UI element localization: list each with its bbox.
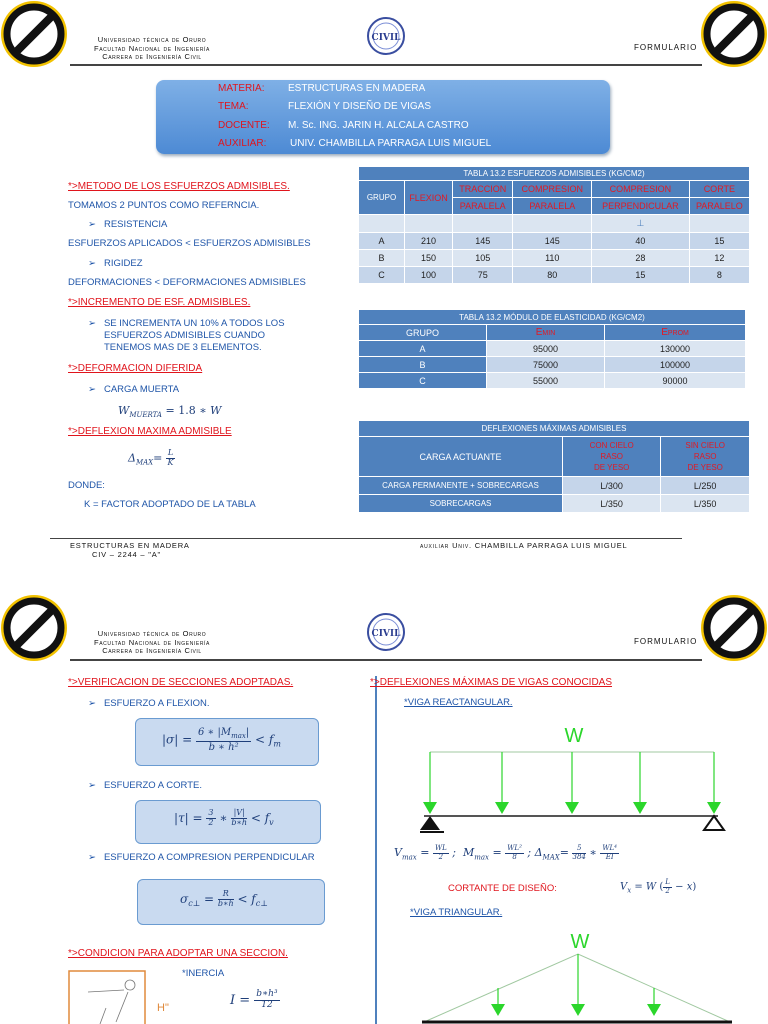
inercia-label: *INERCIA (182, 968, 225, 979)
incremento-line3: TENEMOS MAS DE 3 ELEMENTOS. (104, 342, 262, 353)
rect-beam-formulas: $V_{max}$ = $\frac{WL}{2}$ ; $M_{max}$ = $\frac{\text{WL²}}{8}$ ; $\Delta_{MAX}=$ $\frac{5}{384}$ ∗ $\frac{\text{WL⁴}}{EI}$ (394, 844, 617, 862)
carga-muerta-bullet: ➢ CARGA MUERTA (88, 384, 179, 395)
table2-cell: 95000 (487, 341, 605, 357)
table1-cell: 28 (592, 250, 690, 267)
con-cielo-3: DE YESO (593, 463, 630, 472)
sin-cielo-2: RASO (693, 452, 717, 461)
table-row (359, 357, 746, 373)
table3-carga-header: CARGA ACTUANTE (359, 437, 563, 477)
table3-cell: L/350 (563, 495, 661, 513)
deflexiones-heading: *>DEFLEXIONES MÁXIMAS DE VIGAS CONOCIDAS (370, 677, 613, 688)
table-row (359, 341, 746, 357)
no-sign-seal-right-2 (700, 594, 768, 662)
cross-section-sketch (68, 970, 150, 1024)
sin-cielo-1: SIN CIELO (685, 441, 725, 450)
verificacion-heading: *>VERIFICACION DE SECCIONES ADOPTADAS. (68, 677, 294, 688)
viga-tri-label: *VIGA TRIANGULAR. (410, 907, 503, 918)
deflexion-heading: *>DEFLEXION MAXIMA ADMISIBLE (68, 426, 232, 437)
table-row (359, 477, 750, 495)
table1-grupo-header: GRUPO (359, 181, 405, 215)
con-cielo-2: RASO (600, 452, 623, 461)
table2-eprom-header: Eprom (605, 325, 746, 341)
no-sign-seal-right (700, 0, 768, 68)
inercia-formula: I = $\frac{\text{b∗h³}}{12}$ (230, 989, 278, 1010)
header-divider-2 (70, 659, 702, 661)
table1-paralela2-header: PARALELA (513, 198, 592, 215)
flexion-formula-box (135, 718, 319, 766)
table1-corte-header: CORTE (689, 181, 749, 198)
faculty-name: Facultad Nacional de Ingeniería (94, 43, 210, 53)
table1-cell: 15 (592, 267, 690, 284)
table1-empty (453, 215, 513, 233)
carga-muerta-formula: $W_{MUERTA} = 1.8$ ∗ W (118, 404, 222, 420)
university-header (72, 36, 232, 62)
table1-paralela-header: PARALELA (453, 198, 513, 215)
no-sign-seal-left (0, 0, 68, 68)
aplicados-text: ESFUERZOS APLICADOS < ESFUERZOS ADMISIBLES (68, 238, 311, 249)
logo-text: CIVIL (371, 33, 401, 43)
rigidez-bullet: ➢ RIGIDEZ (88, 258, 143, 269)
table2-cell: 90000 (605, 373, 746, 389)
table-row (359, 267, 750, 284)
w-load-label: W (564, 725, 584, 747)
table1-cell: 100 (405, 267, 453, 284)
table3-sin-cielo-header (661, 437, 750, 477)
table1-perp-symbol: ⊥ (592, 215, 690, 233)
header-divider (70, 64, 702, 66)
table1-empty (513, 215, 592, 233)
load-arrows (423, 752, 721, 814)
table1-empty (689, 215, 749, 233)
table1-cell: C (359, 267, 405, 284)
table1-flexion-header: FLEXION (405, 181, 453, 215)
incremento-line2: ESFUERZOS ADMISIBLES CUANDO (104, 330, 266, 341)
career-name: Carrera de Ingeniería Civil (102, 52, 202, 61)
table2-cell: 130000 (605, 341, 746, 357)
auxiliar-value: UNIV. CHAMBILLA PARRAGA LUIS MIGUEL (290, 138, 492, 149)
faculty-name: Facultad Nacional de Ingeniería (94, 637, 210, 647)
table1-cell: 15 (689, 233, 749, 250)
condicion-heading: *>CONDICION PARA ADOPTAR UNA SECCION. (68, 948, 288, 959)
no-sign-seal-left-2 (0, 594, 68, 662)
table1-compresion-perp-header: COMPRESION (592, 181, 690, 198)
table2-cell: 100000 (605, 357, 746, 373)
table1-cell: 150 (405, 250, 453, 267)
table3-cell: CARGA PERMANENTE + SOBRECARGAS (359, 477, 563, 495)
sin-cielo-3: DE YESO (687, 463, 723, 472)
esfuerzos-admisibles-table (358, 166, 750, 284)
table1-cell: 40 (592, 233, 690, 250)
table1-traccion-header: TRACCION (453, 181, 513, 198)
docente-key: DOCENTE: (218, 120, 270, 131)
table2-cell: B (359, 357, 487, 373)
cortante-formula: $V_x = W$ ( $\frac{L}{2}$ − x) (620, 878, 697, 895)
logo-text: CIVIL (371, 629, 401, 639)
deflexiones-maximas-table (358, 420, 750, 513)
table1-paralelo-header: PARALELO (689, 198, 749, 215)
university-header-2 (72, 630, 232, 656)
cortante-label: CORTANTE DE DISEÑO: (448, 883, 557, 894)
tema-value: FLEXIÓN Y DISEÑO DE VIGAS (288, 101, 432, 112)
w-load-label-2: W (570, 931, 590, 953)
table2-cell: 75000 (487, 357, 605, 373)
incremento-bullet: ➢ SE INCREMENTA UN 10% A TODOS LOS (88, 318, 285, 329)
table1-compresion-header: COMPRESION (513, 181, 592, 198)
pin-support-icon (420, 816, 440, 830)
table1-cell: 80 (513, 267, 592, 284)
table2-cell: 55000 (487, 373, 605, 389)
materia-key: MATERIA: (218, 83, 265, 94)
table1-cell: B (359, 250, 405, 267)
corte-formula: |τ| = $\frac{3}{2}$ ∗ $\frac{|V|}{b∗h}$ < $f_v$ (174, 808, 274, 828)
docente-value: M. Sc. ING. JARIN H. ALCALA CASTRO (288, 120, 469, 131)
corte-bullet: ➢ ESFUERZO A CORTE. (88, 780, 202, 791)
table1-cell: 145 (513, 233, 592, 250)
table-row (359, 250, 750, 267)
h-label: H" (157, 1002, 169, 1014)
table1-cell: 210 (405, 233, 453, 250)
civil-logo-icon (366, 16, 406, 56)
k-definition: K = FACTOR ADOPTADO DE LA TABLA (84, 499, 256, 510)
table1-cell: 145 (453, 233, 513, 250)
incremento-heading: *>INCREMENTO DE ESF. ADMISIBLES. (68, 297, 251, 308)
viga-rect-label: *VIGA REACTANGULAR. (404, 697, 513, 708)
footer-course: ESTRUCTURAS EN MADERA (70, 541, 190, 550)
formulario-label-2: FORMULARIO (634, 637, 698, 646)
compresion-formula: $\sigma_{c\perp}$ = $\frac{R}{b∗h}$ < $f_{c\perp}$ (180, 889, 268, 909)
resistencia-bullet: ➢ RESISTENCIA (88, 219, 167, 230)
table3-cell: L/300 (563, 477, 661, 495)
table-row (359, 233, 750, 250)
deflexion-formula: $\Delta_{MAX}=$ $\frac{L}{K}$ (128, 448, 174, 467)
column-divider (375, 676, 377, 1024)
table1-cell: 75 (453, 267, 513, 284)
table-row (359, 373, 746, 389)
flexion-formula: |σ| = $\frac{6 ∗ |M_{max}|}{\text{b ∗ h²}}$ < $f_m$ (162, 727, 281, 753)
table1-empty (359, 215, 405, 233)
table1-empty (405, 215, 453, 233)
metodo-heading: *>METODO DE LOS ESFUERZOS ADMISIBLES. (68, 181, 290, 192)
university-name: Universidad técnica de Oruro (97, 629, 207, 638)
career-name: Carrera de Ingeniería Civil (102, 646, 202, 655)
table1-cell: 105 (453, 250, 513, 267)
footer-auxiliar: auxiliar Univ. CHAMBILLA PARRAGA LUIS MIGUEL (420, 541, 628, 550)
table3-con-cielo-header (563, 437, 661, 477)
table1-cell: 110 (513, 250, 592, 267)
footer-divider (50, 538, 682, 539)
table2-cell: A (359, 341, 487, 357)
compresion-formula-box (137, 879, 325, 925)
table1-cell: 12 (689, 250, 749, 267)
course-info-box (156, 80, 610, 154)
table2-cell: C (359, 373, 487, 389)
table-row (359, 495, 750, 513)
deformaciones-text: DEFORMACIONES < DEFORMACIONES ADMISIBLES (68, 277, 306, 288)
diferida-heading: *>DEFORMACION DIFERIDA (68, 363, 203, 374)
table2-title: TABLA 13.2 MÓDULO DE ELASTICIDAD (KG/CM2) (359, 310, 746, 325)
table3-title: DEFLEXIONES MÁXIMAS ADMISIBLES (359, 421, 750, 437)
table3-cell: L/350 (661, 495, 750, 513)
table2-grupo-header: GRUPO (359, 325, 487, 341)
table3-cell: SOBRECARGAS (359, 495, 563, 513)
corte-formula-box (135, 800, 321, 844)
roller-support-icon (704, 816, 724, 830)
modulo-elasticidad-table (358, 309, 746, 389)
triangular-load-arrows (491, 954, 661, 1016)
triangular-beam-diagram (418, 928, 734, 1024)
footer-code: CIV – 2244 – "A" (92, 550, 161, 559)
university-name: Universidad técnica de Oruro (97, 35, 207, 44)
tomamos-text: TOMAMOS 2 PUNTOS COMO REFERNCIA. (68, 200, 260, 211)
table2-emin-header: Emin (487, 325, 605, 341)
tema-key: TEMA: (218, 101, 249, 112)
donde-text: DONDE: (68, 480, 105, 491)
compresion-bullet: ➢ ESFUERZO A COMPRESION PERPENDICULAR (88, 852, 315, 863)
flexion-bullet: ➢ ESFUERZO A FLEXION. (88, 698, 210, 709)
formulario-label: FORMULARIO (634, 43, 698, 52)
table1-cell: 8 (689, 267, 749, 284)
materia-value: ESTRUCTURAS EN MADERA (288, 83, 426, 94)
table3-cell: L/250 (661, 477, 750, 495)
table1-cell: A (359, 233, 405, 250)
rectangular-beam-diagram (418, 718, 734, 840)
civil-logo-icon-2 (366, 612, 406, 652)
table1-title: TABLA 13.2 ESFUERZOS ADMISIBLES (KG/CM2) (359, 167, 750, 181)
auxiliar-key: AUXILIAR: (218, 138, 267, 149)
table1-perpendicular-header: PERPENDICULAR (592, 198, 690, 215)
con-cielo-1: CON CIELO (589, 441, 634, 450)
